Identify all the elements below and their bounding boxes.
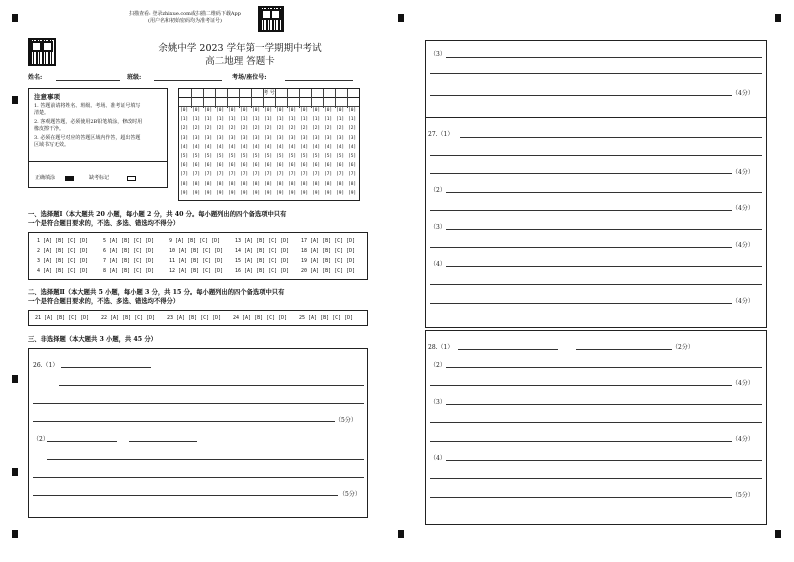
exam-digit-bubble[interactable]: [6] bbox=[240, 163, 249, 169]
exam-digit-bubble[interactable]: [8] bbox=[336, 181, 345, 187]
exam-digit-bubble[interactable]: [6] bbox=[192, 163, 201, 169]
q27-4-label: （4） bbox=[430, 261, 446, 268]
answer-line[interactable] bbox=[446, 460, 762, 461]
choice-row[interactable]: 9 [A] [B] [C] [D] bbox=[169, 238, 221, 244]
notice-divider bbox=[29, 161, 167, 162]
choice-row[interactable]: 7 [A] [B] [C] [D] bbox=[103, 258, 155, 264]
exam-digit-bubble[interactable]: [1] bbox=[312, 117, 321, 123]
exam-grid-rule bbox=[179, 106, 359, 107]
choice-row[interactable]: 3 [A] [B] [C] [D] bbox=[37, 258, 89, 264]
score-label: （5分） bbox=[339, 491, 361, 498]
exam-digit-bubble[interactable]: [8] bbox=[288, 181, 297, 187]
seat-label: 考场/座位号: bbox=[232, 74, 267, 81]
answer-line[interactable] bbox=[576, 349, 672, 350]
registration-mark bbox=[12, 375, 18, 383]
exam-digit-bubble[interactable]: [8] bbox=[180, 181, 189, 187]
exam-digit-bubble[interactable]: [0] bbox=[252, 108, 261, 113]
exam-digit-bubble[interactable]: [1] bbox=[216, 117, 225, 123]
exam-digit-bubble[interactable]: [0] bbox=[216, 108, 225, 113]
answer-line[interactable] bbox=[430, 173, 732, 174]
exam-digit-bubble[interactable]: [8] bbox=[300, 181, 309, 187]
exam-digit-bubble[interactable]: [2] bbox=[348, 126, 357, 132]
section1-title: 一、选择题Ⅰ（本大题共 20 小题，每小题 2 分，共 40 分。每小题列出的四个备选项中只有 bbox=[28, 211, 287, 218]
answer-line[interactable] bbox=[430, 284, 762, 285]
exam-digit-bubble[interactable]: [7] bbox=[240, 172, 249, 178]
score-label: （4分） bbox=[732, 242, 754, 249]
exam-digit-bubble[interactable]: [4] bbox=[192, 144, 201, 150]
choice-row[interactable]: 18 [A] [B] [C] [D] bbox=[301, 248, 356, 254]
exam-digit-bubble[interactable]: [5] bbox=[276, 154, 285, 159]
choice-row[interactable]: 20 [A] [B] [C] [D] bbox=[301, 268, 356, 274]
exam-digit-bubble[interactable]: [7] bbox=[252, 172, 261, 178]
exam-digit-bubble[interactable]: [4] bbox=[288, 144, 297, 150]
exam-digit-bubble[interactable]: [4] bbox=[228, 144, 237, 150]
exam-digit-bubble[interactable]: [9] bbox=[324, 190, 333, 196]
exam-digit-bubble[interactable]: [2] bbox=[240, 126, 249, 132]
exam-digit-bubble[interactable]: [8] bbox=[276, 181, 285, 187]
exam-digit-bubble[interactable]: [7] bbox=[348, 172, 357, 178]
exam-number-box bbox=[178, 88, 360, 201]
answer-line[interactable] bbox=[446, 192, 762, 193]
exam-number-grid bbox=[179, 108, 359, 200]
exam-digit-bubble[interactable]: [8] bbox=[252, 181, 261, 187]
exam-digit-bubble[interactable]: [5] bbox=[312, 154, 321, 159]
scan-line-2: (用户名和初始密码均为准考证号) bbox=[148, 18, 222, 24]
choice-row[interactable]: 1 [A] [B] [C] [D] bbox=[37, 238, 89, 244]
exam-digit-bubble[interactable]: [6] bbox=[348, 163, 357, 169]
exam-digit-bubble[interactable]: [0] bbox=[264, 108, 273, 113]
exam-digit-bubble[interactable]: [1] bbox=[180, 117, 189, 123]
name-field[interactable] bbox=[56, 80, 120, 81]
exam-digit-bubble[interactable]: [7] bbox=[312, 172, 321, 178]
q28-4-label: （4） bbox=[430, 455, 446, 462]
q28-3-label: （3） bbox=[430, 399, 446, 406]
exam-digit-bubble[interactable]: [0] bbox=[312, 108, 321, 113]
exam-digit-bubble[interactable]: [5] bbox=[216, 154, 225, 159]
answer-line[interactable] bbox=[430, 385, 732, 386]
exam-digit-bubble[interactable]: [1] bbox=[192, 117, 201, 123]
exam-digit-bubble[interactable]: [0] bbox=[336, 108, 345, 113]
exam-digit-bubble[interactable]: [4] bbox=[264, 144, 273, 150]
answer-line[interactable] bbox=[446, 229, 762, 230]
exam-digit-bubble[interactable]: [7] bbox=[264, 172, 273, 178]
section1-box bbox=[28, 232, 368, 280]
missing-mark-label: 缺考标记 bbox=[89, 175, 110, 181]
choice-row[interactable]: 17 [A] [B] [C] [D] bbox=[301, 238, 356, 244]
name-label: 姓名: bbox=[28, 74, 43, 81]
section2-box bbox=[28, 310, 368, 326]
exam-digit-bubble[interactable]: [6] bbox=[228, 163, 237, 169]
exam-digit-bubble[interactable]: [5] bbox=[264, 154, 273, 159]
exam-digit-bubble[interactable]: [6] bbox=[312, 163, 321, 169]
exam-digit-bubble[interactable]: [9] bbox=[204, 190, 213, 196]
exam-digit-bubble[interactable]: [2] bbox=[180, 126, 189, 132]
choice-row[interactable]: 19 [A] [B] [C] [D] bbox=[301, 258, 356, 264]
exam-digit-bubble[interactable]: [7] bbox=[336, 172, 345, 178]
exam-digit-bubble[interactable]: [8] bbox=[228, 181, 237, 187]
q28-1-label: 28.（1） bbox=[428, 344, 454, 351]
score-label: （5分） bbox=[335, 417, 357, 424]
choice-row[interactable]: 10 [A] [B] [C] [D] bbox=[169, 248, 224, 254]
exam-digit-bubble[interactable]: [3] bbox=[312, 135, 321, 141]
exam-digit-bubble[interactable]: [7] bbox=[180, 172, 189, 178]
exam-digit-bubble[interactable]: [3] bbox=[252, 135, 261, 141]
exam-digit-bubble[interactable]: [7] bbox=[204, 172, 213, 178]
exam-digit-bubble[interactable]: [8] bbox=[240, 181, 249, 187]
exam-digit-bubble[interactable]: [9] bbox=[336, 190, 345, 196]
exam-digit-bubble[interactable]: [8] bbox=[216, 181, 225, 187]
exam-digit-bubble[interactable]: [3] bbox=[300, 135, 309, 141]
exam-digit-bubble[interactable]: [1] bbox=[288, 117, 297, 123]
class-field[interactable] bbox=[154, 80, 222, 81]
exam-digit-bubble[interactable]: [0] bbox=[240, 108, 249, 113]
answer-line[interactable] bbox=[430, 73, 762, 74]
exam-digit-bubble[interactable]: [0] bbox=[204, 108, 213, 113]
exam-digit-bubble[interactable]: [3] bbox=[216, 135, 225, 141]
exam-digit-bubble[interactable]: [6] bbox=[276, 163, 285, 169]
q27-2-label: （2） bbox=[430, 187, 446, 194]
exam-digit-bubble[interactable]: [6] bbox=[216, 163, 225, 169]
exam-digit-bubble[interactable]: [2] bbox=[228, 126, 237, 132]
choice-row[interactable]: 2 [A] [B] [C] [D] bbox=[37, 248, 89, 254]
exam-digit-bubble[interactable]: [1] bbox=[204, 117, 213, 123]
exam-digit-bubble[interactable]: [2] bbox=[192, 126, 201, 132]
exam-digit-bubble[interactable]: [0] bbox=[300, 108, 309, 113]
exam-digit-bubble[interactable]: [5] bbox=[204, 154, 213, 159]
answer-box-28 bbox=[425, 330, 767, 525]
exam-digit-bubble[interactable]: [9] bbox=[228, 190, 237, 196]
choice-row[interactable]: 24 [A] [B] [C] [D] bbox=[233, 315, 288, 321]
answer-line[interactable] bbox=[446, 367, 762, 368]
exam-digit-bubble[interactable]: [2] bbox=[264, 126, 273, 132]
answer-box-26 bbox=[28, 348, 368, 518]
registration-mark bbox=[12, 468, 18, 476]
answer-line[interactable] bbox=[430, 95, 732, 96]
score-label: （4分） bbox=[732, 205, 754, 212]
exam-digit-bubble[interactable]: [6] bbox=[336, 163, 345, 169]
score-label: （4分） bbox=[732, 298, 754, 305]
choice-row[interactable]: 16 [A] [B] [C] [D] bbox=[235, 268, 290, 274]
exam-digit-bubble[interactable]: [0] bbox=[228, 108, 237, 113]
exam-digit-bubble[interactable]: [3] bbox=[336, 135, 345, 141]
registration-mark bbox=[398, 530, 404, 538]
choice-row[interactable]: 12 [A] [B] [C] [D] bbox=[169, 268, 224, 274]
score-label: （4分） bbox=[732, 436, 754, 443]
exam-digit-bubble[interactable]: [8] bbox=[204, 181, 213, 187]
exam-digit-bubble[interactable]: [8] bbox=[192, 181, 201, 187]
section2-title: 二、选择题Ⅱ（本大题共 5 小题，每小题 3 分，共 15 分。每小题列出的四个备选项中只有 bbox=[28, 289, 285, 296]
exam-digit-bubble[interactable]: [5] bbox=[180, 154, 189, 159]
exam-digit-bubble[interactable]: [6] bbox=[204, 163, 213, 169]
section3-title: 三、非选择题（本大题共 3 小题，共 45 分） bbox=[28, 336, 157, 343]
exam-digit-bubble[interactable]: [5] bbox=[228, 154, 237, 159]
exam-digit-bubble[interactable]: [5] bbox=[192, 154, 201, 159]
exam-digit-bubble[interactable]: [0] bbox=[348, 108, 357, 113]
exam-digit-bubble[interactable]: [4] bbox=[300, 144, 309, 150]
correct-fill-label: 正确填涂 bbox=[35, 175, 56, 181]
exam-digit-bubble[interactable]: [7] bbox=[276, 172, 285, 178]
section1-title-cont: 一个是符合题目要求的，不选、多选、错选均不得分） bbox=[28, 220, 180, 227]
exam-digit-bubble[interactable]: [7] bbox=[192, 172, 201, 178]
registration-mark bbox=[12, 14, 18, 22]
exam-digit-bubble[interactable]: [6] bbox=[324, 163, 333, 169]
exam-digit-bubble[interactable]: [0] bbox=[276, 108, 285, 113]
choice-row[interactable]: 4 [A] [B] [C] [D] bbox=[37, 268, 89, 274]
exam-digit-bubble[interactable]: [5] bbox=[288, 154, 297, 159]
subject-title: 高二地理 答题卡 bbox=[205, 56, 275, 67]
answer-box-26-27 bbox=[425, 40, 767, 328]
choice-row[interactable]: 15 [A] [B] [C] [D] bbox=[235, 258, 290, 264]
exam-digit-bubble[interactable]: [6] bbox=[180, 163, 189, 169]
answer-line[interactable] bbox=[430, 497, 732, 498]
exam-digit-bubble[interactable]: [3] bbox=[240, 135, 249, 141]
exam-digit-bubble[interactable]: [1] bbox=[300, 117, 309, 123]
exam-digit-bubble[interactable]: [4] bbox=[252, 144, 261, 150]
exam-digit-bubble[interactable]: [1] bbox=[324, 117, 333, 123]
exam-digit-bubble[interactable]: [6] bbox=[288, 163, 297, 169]
exam-digit-bubble[interactable]: [4] bbox=[180, 144, 189, 150]
choice-row[interactable]: 21 [A] [B] [C] [D] bbox=[35, 315, 90, 321]
exam-digit-bubble[interactable]: [8] bbox=[324, 181, 333, 187]
answer-line[interactable] bbox=[430, 247, 732, 248]
exam-digit-bubble[interactable]: [9] bbox=[240, 190, 249, 196]
qr-code-icon bbox=[28, 38, 56, 66]
q27-3-label: （3） bbox=[430, 224, 446, 231]
choice-row[interactable]: 23 [A] [B] [C] [D] bbox=[167, 315, 222, 321]
choice-row[interactable]: 11 [A] [B] [C] [D] bbox=[169, 258, 224, 264]
exam-digit-bubble[interactable]: [7] bbox=[288, 172, 297, 178]
exam-digit-bubble[interactable]: [7] bbox=[228, 172, 237, 178]
exam-digit-bubble[interactable]: [8] bbox=[312, 181, 321, 187]
exam-digit-bubble[interactable]: [9] bbox=[348, 190, 357, 196]
answer-line[interactable] bbox=[33, 403, 364, 404]
scan-info bbox=[115, 11, 255, 25]
exam-digit-bubble[interactable]: [7] bbox=[324, 172, 333, 178]
exam-digit-bubble[interactable]: [5] bbox=[300, 154, 309, 159]
q26-3-label: （3） bbox=[430, 51, 446, 58]
exam-digit-bubble[interactable]: [2] bbox=[300, 126, 309, 132]
exam-digit-bubble[interactable]: [2] bbox=[312, 126, 321, 132]
answer-line[interactable] bbox=[430, 422, 762, 423]
notice-title: 注意事项 bbox=[34, 93, 60, 101]
answer-line[interactable] bbox=[460, 137, 762, 138]
answer-line[interactable] bbox=[446, 57, 762, 58]
answer-line[interactable] bbox=[430, 441, 732, 442]
answer-line[interactable] bbox=[430, 478, 762, 479]
exam-digit-bubble[interactable]: [1] bbox=[252, 117, 261, 123]
exam-digit-bubble[interactable]: [1] bbox=[336, 117, 345, 123]
registration-mark bbox=[775, 530, 781, 538]
answer-line[interactable] bbox=[59, 385, 364, 386]
exam-digit-bubble[interactable]: [1] bbox=[240, 117, 249, 123]
q28-2-label: （2） bbox=[430, 362, 446, 369]
exam-digit-bubble[interactable]: [1] bbox=[348, 117, 357, 123]
exam-digit-bubble[interactable]: [5] bbox=[324, 154, 333, 159]
choice-row[interactable]: 25 [A] [B] [C] [D] bbox=[299, 315, 354, 321]
class-label: 班级: bbox=[127, 74, 142, 81]
exam-digit-bubble[interactable]: [3] bbox=[348, 135, 357, 141]
choice-row[interactable]: 14 [A] [B] [C] [D] bbox=[235, 248, 290, 254]
notice-item: 2. 客观题答题，必须使用2B铅笔填涂，修改时用橡皮擦干净。 bbox=[34, 119, 143, 132]
answer-line[interactable] bbox=[430, 155, 762, 156]
exam-digit-bubble[interactable]: [2] bbox=[204, 126, 213, 132]
scan-line-1: 扫描查看: 登录zhixue.com或扫描二维码下载App bbox=[129, 11, 241, 17]
score-label: （4分） bbox=[732, 90, 754, 97]
exam-digit-bubble[interactable]: [1] bbox=[276, 117, 285, 123]
answer-line[interactable] bbox=[446, 266, 762, 267]
exam-digit-bubble[interactable]: [0] bbox=[192, 108, 201, 113]
exam-digit-bubble[interactable]: [2] bbox=[324, 126, 333, 132]
choice-row[interactable]: 5 [A] [B] [C] [D] bbox=[103, 238, 155, 244]
exam-digit-bubble[interactable]: [6] bbox=[264, 163, 273, 169]
choice-row[interactable]: 8 [A] [B] [C] [D] bbox=[103, 268, 155, 274]
exam-title: 余姚中学 2023 学年第一学期期中考试 bbox=[158, 43, 322, 54]
registration-mark bbox=[12, 530, 18, 538]
exam-digit-bubble[interactable]: [4] bbox=[312, 144, 321, 150]
exam-digit-bubble[interactable]: [4] bbox=[324, 144, 333, 150]
answer-line[interactable] bbox=[61, 367, 151, 368]
exam-digit-bubble[interactable]: [9] bbox=[192, 190, 201, 196]
registration-mark bbox=[12, 96, 18, 104]
exam-digit-bubble[interactable]: [1] bbox=[228, 117, 237, 123]
exam-digit-bubble[interactable]: [5] bbox=[252, 154, 261, 159]
exam-digit-bubble[interactable]: [2] bbox=[288, 126, 297, 132]
registration-mark bbox=[398, 14, 404, 22]
answer-line[interactable] bbox=[430, 303, 732, 304]
answer-line[interactable] bbox=[33, 421, 335, 422]
exam-digit-bubble[interactable]: [5] bbox=[336, 154, 345, 159]
q26-1-label: 26.（1） bbox=[33, 362, 59, 369]
exam-digit-bubble[interactable]: [2] bbox=[276, 126, 285, 132]
score-label: （4分） bbox=[732, 169, 754, 176]
exam-digit-bubble[interactable]: [5] bbox=[348, 154, 357, 159]
exam-digit-bubble[interactable]: [3] bbox=[264, 135, 273, 141]
score-label: （5分） bbox=[732, 492, 754, 499]
exam-number-rule bbox=[179, 97, 359, 98]
exam-digit-bubble[interactable]: [0] bbox=[180, 108, 189, 113]
exam-digit-bubble[interactable]: [5] bbox=[240, 154, 249, 159]
qr-code-icon bbox=[258, 6, 284, 32]
answer-line[interactable] bbox=[458, 349, 558, 350]
answer-line[interactable] bbox=[430, 210, 732, 211]
exam-digit-bubble[interactable]: [3] bbox=[288, 135, 297, 141]
answer-line[interactable] bbox=[47, 441, 117, 442]
exam-digit-bubble[interactable]: [9] bbox=[300, 190, 309, 196]
exam-digit-bubble[interactable]: [9] bbox=[276, 190, 285, 196]
exam-number-title: 考 号 bbox=[263, 90, 275, 96]
exam-digit-bubble[interactable]: [3] bbox=[276, 135, 285, 141]
exam-digit-bubble[interactable]: [9] bbox=[264, 190, 273, 196]
correct-fill-sample bbox=[65, 176, 74, 181]
seat-field[interactable] bbox=[285, 80, 353, 81]
exam-digit-bubble[interactable]: [4] bbox=[216, 144, 225, 150]
score-label: （4分） bbox=[732, 380, 754, 387]
exam-digit-bubble[interactable]: [4] bbox=[348, 144, 357, 150]
notice-item: 1. 答题前请将姓名、班级、考场、准考证号填写清楚。 bbox=[34, 103, 141, 116]
notice-item: 3. 必须在题号对应的答题区域内作答，超出答题区域书写无效。 bbox=[34, 135, 141, 148]
exam-digit-bubble[interactable]: [6] bbox=[300, 163, 309, 169]
exam-digit-bubble[interactable]: [4] bbox=[240, 144, 249, 150]
exam-digit-bubble[interactable]: [8] bbox=[348, 181, 357, 187]
exam-digit-bubble[interactable]: [6] bbox=[252, 163, 261, 169]
answer-line[interactable] bbox=[33, 477, 364, 478]
exam-digit-bubble[interactable]: [9] bbox=[252, 190, 261, 196]
score-label: （2分） bbox=[672, 344, 694, 351]
exam-digit-bubble[interactable]: [3] bbox=[228, 135, 237, 141]
exam-digit-bubble[interactable]: [4] bbox=[276, 144, 285, 150]
exam-digit-bubble[interactable]: [3] bbox=[192, 135, 201, 141]
exam-digit-bubble[interactable]: [9] bbox=[180, 190, 189, 196]
exam-digit-bubble[interactable]: [0] bbox=[324, 108, 333, 113]
exam-digit-bubble[interactable]: [7] bbox=[216, 172, 225, 178]
q27-1-label: 27.（1） bbox=[428, 131, 454, 138]
exam-digit-bubble[interactable]: [0] bbox=[288, 108, 297, 113]
exam-digit-bubble[interactable]: [3] bbox=[180, 135, 189, 141]
choice-row[interactable]: 22 [A] [B] [C] [D] bbox=[101, 315, 156, 321]
choice-row[interactable]: 13 [A] [B] [C] [D] bbox=[235, 238, 290, 244]
q26-2-label: （2） bbox=[33, 436, 49, 443]
section-divider bbox=[426, 117, 766, 118]
exam-digit-bubble[interactable]: [3] bbox=[204, 135, 213, 141]
registration-mark bbox=[775, 14, 781, 22]
missing-mark-box[interactable] bbox=[127, 176, 136, 181]
answer-line[interactable] bbox=[33, 495, 338, 496]
exam-digit-bubble[interactable]: [4] bbox=[336, 144, 345, 150]
exam-digit-bubble[interactable]: [8] bbox=[264, 181, 273, 187]
answer-line[interactable] bbox=[47, 459, 364, 460]
exam-digit-bubble[interactable]: [9] bbox=[288, 190, 297, 196]
exam-digit-bubble[interactable]: [2] bbox=[216, 126, 225, 132]
notice-box bbox=[28, 88, 168, 188]
exam-digit-bubble[interactable]: [3] bbox=[324, 135, 333, 141]
exam-digit-bubble[interactable]: [7] bbox=[300, 172, 309, 178]
answer-line[interactable] bbox=[129, 441, 197, 442]
exam-digit-bubble[interactable]: [9] bbox=[312, 190, 321, 196]
exam-digit-bubble[interactable]: [1] bbox=[264, 117, 273, 123]
choice-row[interactable]: 6 [A] [B] [C] [D] bbox=[103, 248, 155, 254]
exam-digit-bubble[interactable]: [2] bbox=[252, 126, 261, 132]
exam-digit-bubble[interactable]: [2] bbox=[336, 126, 345, 132]
exam-digit-bubble[interactable]: [4] bbox=[204, 144, 213, 150]
answer-line[interactable] bbox=[446, 404, 762, 405]
exam-digit-bubble[interactable]: [9] bbox=[216, 190, 225, 196]
section2-title-cont: 一个是符合题目要求的，不选、多选、错选均不得分） bbox=[28, 298, 180, 305]
